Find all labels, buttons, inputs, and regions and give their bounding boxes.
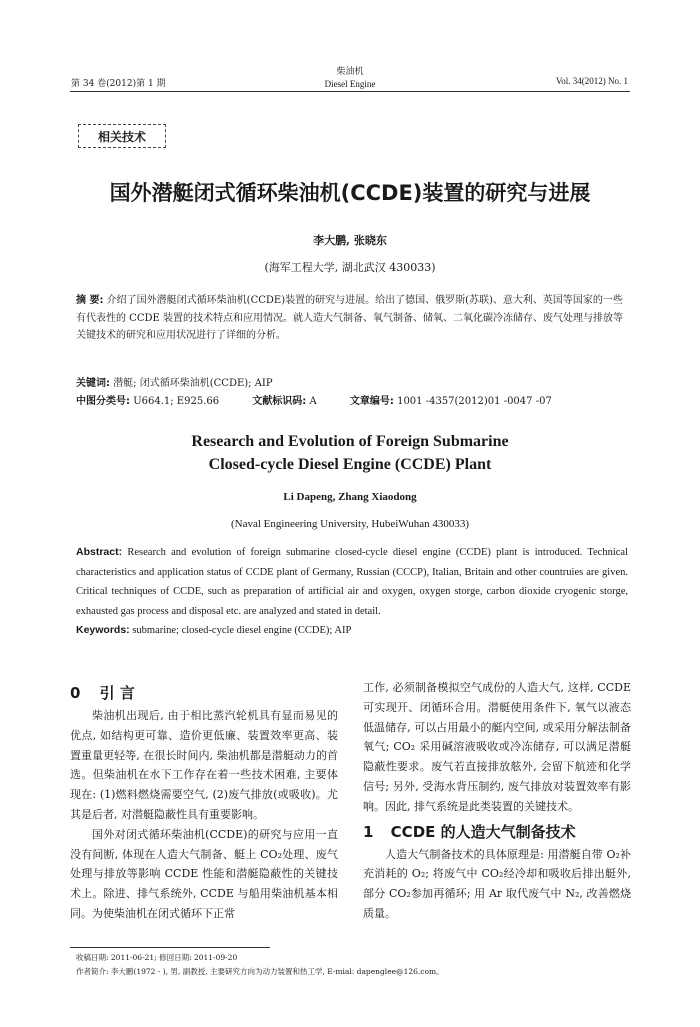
body-column-right (363, 678, 631, 924)
footnote-bio: 作者简介: 李大鹏(1972 - ), 男, 副教授, 主要研究方向为动力装置和热工学, E-mial: dapenglee@126.com。 (76, 967, 444, 976)
abstract-en (76, 543, 628, 641)
keywords-cn-label: 关键词: (76, 378, 110, 389)
abstract-en-label: Abstract: (76, 546, 123, 558)
classification-line (76, 392, 636, 407)
affiliation-cn: (海军工程大学, 湖北武汉 430033) (264, 261, 436, 274)
authors-en: Li Dapeng, Zhang Xiaodong (283, 491, 417, 503)
title-cn: 国外潜艇闭式循环柴油机(CCDE)装置的研究与进展 (109, 181, 591, 205)
article-no-value: 1001 -4357(2012)01 -0047 -07 (397, 396, 552, 407)
header-volume: 第 34 卷(2012)第 1 期 (71, 79, 166, 89)
abstract-cn-text: 介绍了国外潜艇闭式循环柴油机(CCDE)装置的研究与进展。给出了德国、俄罗斯(苏联)、意大利、英国等国家的一些有代表性的 CCDE 装置的技术特点和应用情况。就人造大气制备、氧气制备、储氧、二氧化碳冷冻储存、废气处理与排放等关键技术的研究和应用状况进行了详细的分析。 (76, 295, 623, 341)
abstract-cn-label: 摘 要: (76, 295, 104, 306)
clc-value: U664.1; E925.66 (133, 396, 220, 407)
header-journal-cn: 柴油机 (336, 67, 364, 77)
title-en (0, 430, 700, 476)
keywords-en-label: Keywords: (76, 624, 130, 637)
header-journal-en: Diesel Engine (324, 79, 376, 89)
section-1-title: CCDE 的人造大气制备技术 (390, 822, 576, 841)
paragraph-1: 柴油机出现后, 由于相比蒸汽轮机具有显而易见的优点, 如结构更可靠、造价更低廉、装置效率更高、装置重量更轻等, 在很长时间内, 柴油机都是潜艇动力的首选。但柴油机在水下工作存在着一些技术困难, 主要体现在: (1)燃料燃烧需要空气, (2)废气排放(或吸收)。尤其是后者, 对潜艇隐蔽性具有重要影响。 (70, 709, 338, 821)
header-divider (70, 91, 630, 92)
title-en-line-2: Closed-cycle Diesel Engine (CCDE) Plant (208, 456, 492, 473)
body-column-left (70, 678, 338, 924)
affiliation-en: (Naval Engineering University, HubeiWuhan 430033) (230, 518, 470, 530)
paragraph-3: 工作, 必须制备模拟空气成份的人造大气, 这样, CCDE 可实现开、闭循环合用。潜艇使用条件下, 氧气以液态低温储存, 可以占用最小的艇内空间, 或采用分解法制备氧气; CO₂ 采用碱溶液吸收或冷冻储存, 可以满足潜艇隐蔽性要求。废气若直接排放舷外, 会留下航迹和化学信号; 另外, 受海水背压制约, 废气排放对装置效率有影响。因此, 排气系统是此类装置的关键技术。 (363, 681, 631, 813)
keywords-en-text: submarine; closed-cycle diesel engine (CCDE); AIP (132, 625, 352, 637)
section-0-heading (70, 678, 338, 706)
title-en-line-1: Research and Evolution of Foreign Submarine (191, 433, 509, 450)
abstract-en-text: Research and evolution of foreign submarine closed-cycle diesel engine (CCDE) plant is introduced. Technical characteristics and application status of CCDE plant of Germany, Russian (CCCP), Italian, Britain and other countruies are given. Critical techniques of CCDE, such as preparation of artificial air and oxygen, oxygen storge, carbon dioxide cryogenic storge, exhausted gas process and disposal etc. are analyzed and stated in detail. (76, 547, 629, 617)
doc-code-value: A (309, 396, 317, 407)
keywords-cn (76, 374, 636, 389)
paragraph-2: 国外对闭式循环柴油机(CCDE)的研究与应用一直没有间断, 体现在人造大气制备、艇上 CO₂处理、废气处理与排放等影响 CCDE 性能和潜艇隐蔽性的关键技术上。除进、排气系统外, CCDE 与船用柴油机基本相同。为使柴油机在闭式循环下正常 (70, 827, 338, 920)
paragraph-4: 人造大气制备技术的具体原理是: 用潜艇自带 O₂补充消耗的 O₂; 将废气中 CO₂经冷却和吸收后排出艇外, 部分 CO₂参加再循环; 用 Ar 取代废气中 N₂, 改善燃烧质量。 (363, 847, 631, 920)
header-issue: Vol. 34(2012) No. 1 (555, 76, 628, 86)
clc-label: 中图分类号: (76, 396, 130, 407)
keywords-cn-text: 潜艇; 闭式循环柴油机(CCDE); AIP (113, 378, 273, 389)
article-no-label: 文章编号: (349, 396, 394, 407)
footnote-dates: 收稿日期: 2011-06-21; 修回日期: 2011-09-20 (76, 953, 238, 962)
section-1-number: 1 (363, 822, 374, 841)
section-0-number: 0 (70, 684, 81, 702)
section-1-heading (363, 817, 631, 845)
footnote-divider (70, 947, 270, 948)
doc-code-label: 文献标识码: (252, 396, 307, 407)
authors-cn: 李大鹏, 张晓东 (313, 234, 387, 247)
abstract-cn (76, 292, 628, 345)
section-0-title: 引 言 (99, 684, 135, 702)
section-tag: 相关技术 (78, 124, 166, 148)
